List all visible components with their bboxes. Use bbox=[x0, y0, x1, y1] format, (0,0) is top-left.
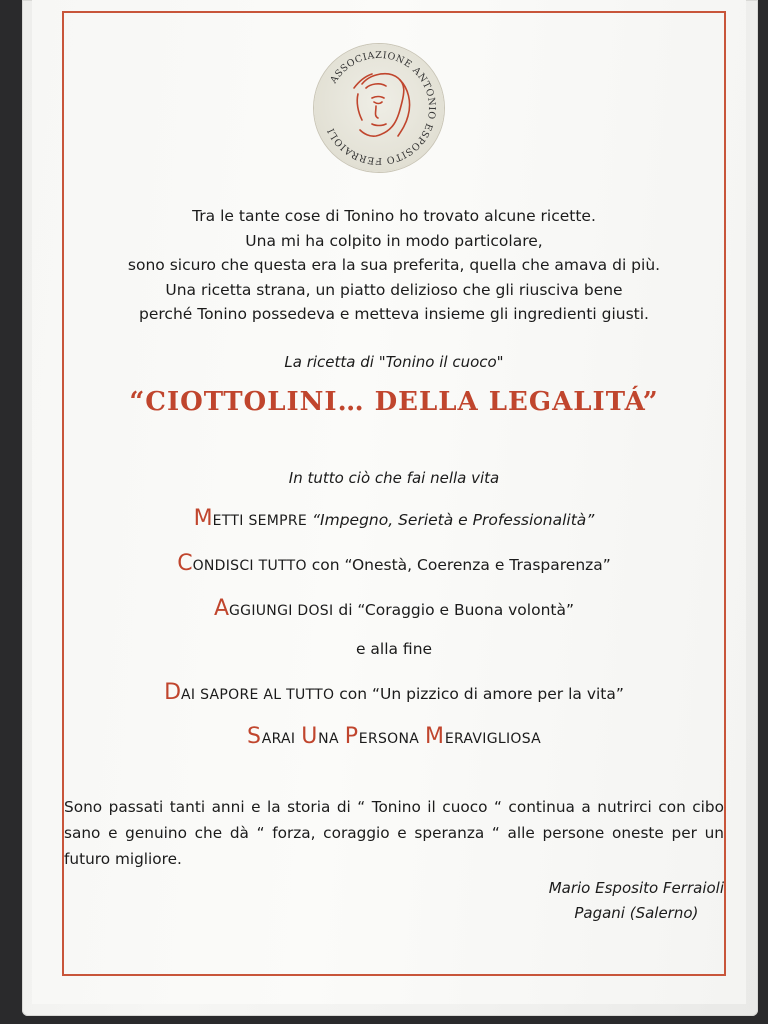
final-initial: P bbox=[344, 724, 359, 749]
intro-paragraph bbox=[64, 204, 724, 327]
step-verb: AI SAPORE AL TUTTO bbox=[181, 687, 335, 703]
step-initial: A bbox=[213, 596, 230, 621]
signature-place: Pagani (Salerno) bbox=[574, 904, 699, 922]
intro-line: perché Tonino possedeva e metteva insieme gli ingredienti giusti. bbox=[139, 305, 649, 323]
final-word: ERAVIGLIOSA bbox=[444, 731, 542, 747]
final-line bbox=[64, 724, 724, 749]
step-ingredient: di “Coraggio e Buona volontà” bbox=[338, 601, 575, 619]
step-verb: GGIUNGI DOSI bbox=[229, 603, 334, 619]
signature-block bbox=[549, 876, 724, 926]
step-initial: D bbox=[164, 680, 182, 705]
recipe-title: “CIOTTOLINI… DELLA LEGALITÁ” bbox=[129, 387, 659, 417]
final-word: NA bbox=[318, 731, 339, 747]
step-initial: C bbox=[177, 551, 193, 576]
step-ingredient: con “Onestà, Coerenza e Trasparenza” bbox=[311, 556, 611, 574]
recipe-subtitle: La ricetta di "Tonino il cuoco" bbox=[284, 353, 504, 371]
step-line bbox=[64, 506, 724, 531]
step-line bbox=[64, 596, 724, 621]
steps-intro: In tutto ciò che fai nella vita bbox=[288, 469, 500, 487]
step-verb: ETTI SEMPRE bbox=[212, 513, 308, 529]
intro-line: Tra le tante cose di Tonino ho trovato alcune ricette. bbox=[192, 207, 596, 225]
svg-text:ASSOCIAZIONE ANTONIO ESPOSITO: ASSOCIAZIONE ANTONIO ESPOSITO FERRAIOLI bbox=[325, 49, 438, 167]
step-line bbox=[64, 551, 724, 576]
intro-line: Una mi ha colpito in modo particolare, bbox=[245, 231, 543, 250]
final-initial: M bbox=[425, 724, 445, 749]
final-word: ARAI bbox=[261, 731, 296, 747]
intro-line: Una ricetta strana, un piatto delizioso che gli riusciva bene bbox=[165, 280, 623, 299]
association-seal-logo bbox=[314, 44, 444, 172]
final-word: ERSONA bbox=[358, 731, 420, 747]
connector-text: e alla fine bbox=[355, 640, 433, 658]
step-verb: ONDISCI TUTTO bbox=[192, 558, 307, 574]
step-ingredient: con “Un pizzico di amore per la vita” bbox=[339, 685, 624, 703]
step-line bbox=[64, 680, 724, 705]
signature-name: Mario Esposito Ferraioli bbox=[548, 879, 724, 897]
closing-paragraph: Sono passati tanti anni e la storia di “ Tonino il cuoco “ continua a nutrirci con cibo sano e genuino che dà “ forza, coraggio e speranza “ alle persone oneste per un futuro migliore. bbox=[64, 798, 724, 868]
final-initial: U bbox=[301, 724, 319, 749]
step-ingredient: “Impegno, Serietà e Professionalità” bbox=[312, 511, 595, 529]
intro-line: sono sicuro che questa era la sua preferita, quella che amava di più. bbox=[127, 256, 661, 274]
step-initial: M bbox=[193, 506, 213, 531]
final-initial: S bbox=[246, 724, 262, 749]
